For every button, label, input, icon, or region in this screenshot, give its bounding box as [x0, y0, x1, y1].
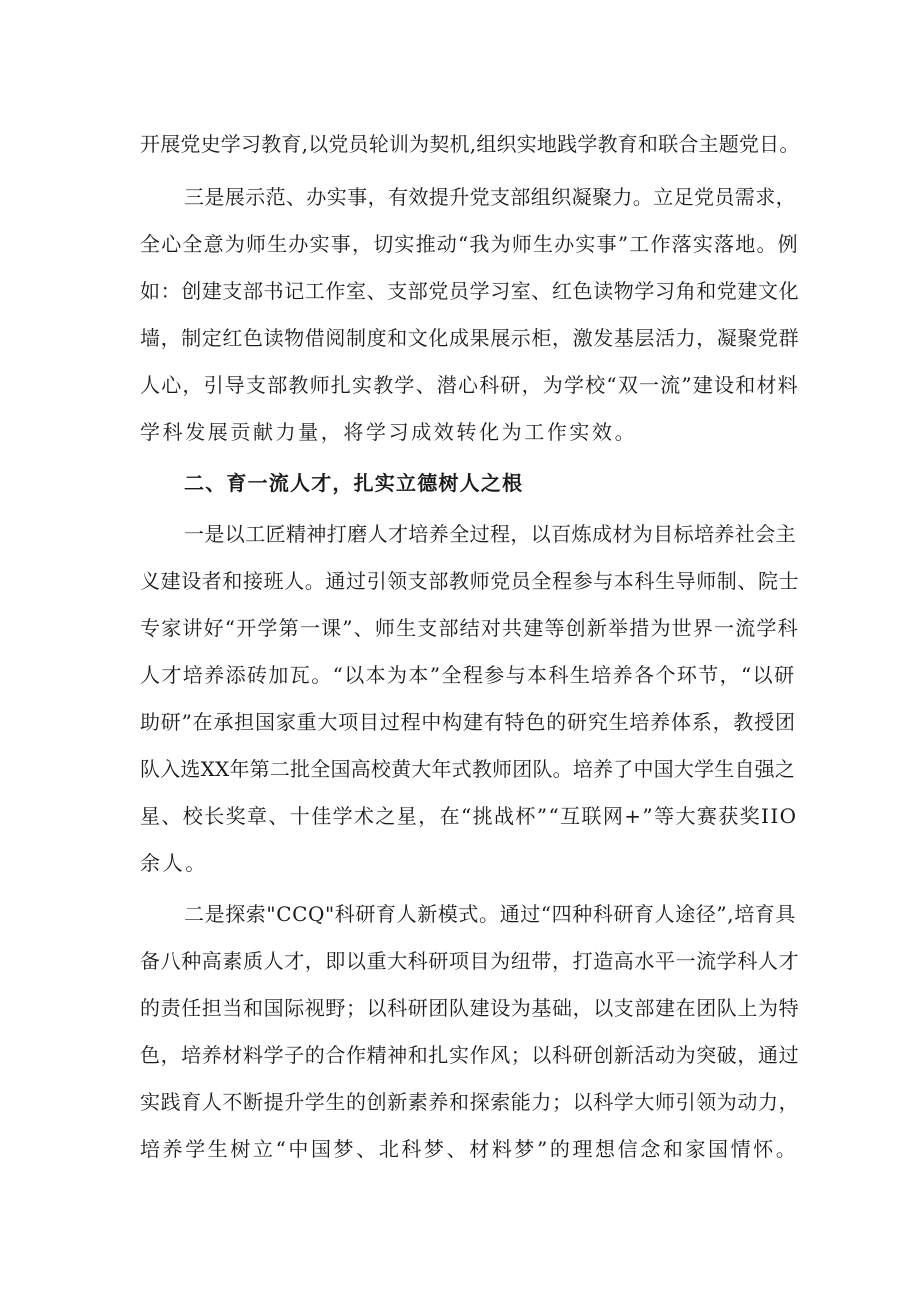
paragraph-line: 墙，制定红色读物借阅制度和文化成果展示柜，激发基层活力，凝聚党群 — [140, 326, 800, 350]
paragraph-line: 二是探索"CCQ"科研育人新模式。通过“四种科研育人途径”,培育具 — [184, 902, 797, 926]
paragraph-line: 如：创建支部书记工作室、支部党员学习室、红色读物学习角和党建文化 — [140, 279, 800, 303]
paragraph-line: 学科发展贡献力量，将学习成效转化为工作实效。 — [140, 420, 638, 444]
paragraph-line: 专家讲好“开学第一课”、师生支部结对共建等创新举措为世界一流学科 — [140, 616, 799, 640]
paragraph-line: 实践育人不断提升学生的创新素养和探索能力；以科学大师引领为动力， — [140, 1090, 800, 1114]
paragraph-line: 余人。 — [140, 851, 208, 875]
section-heading: 二、育一流人才，扎实立德树人之根 — [184, 471, 524, 495]
paragraph-line: 全心全意为师生办实事，切实推动“我为师生办实事”工作落实落地。例 — [140, 232, 799, 256]
paragraph-line: 人心，引导支部教师扎实教学、潜心科研，为学校“双一流”建设和材料 — [140, 373, 799, 397]
paragraph-line: 的责任担当和国际视野；以科研团队建设为基础，以支部建在团队上为特 — [140, 996, 800, 1020]
paragraph-line: 色，培养材料学子的合作精神和扎实作风；以科研创新活动为突破，通过 — [140, 1043, 800, 1067]
paragraph-line: 开展党史学习教育,以党员轮训为契机,组织实地践学教育和联合主题党日。 — [140, 132, 800, 156]
paragraph-line: 培养学生树立“中国梦、北科梦、材料梦”的理想信念和家国情怀。 — [140, 1137, 799, 1161]
paragraph-line: 队入选XX年第二批全国高校黄大年式教师团队。培养了中国大学生自强之 — [140, 757, 796, 781]
paragraph-line: 人才培养添砖加瓦。“以本为本”全程参与本科生培养各个环节，“以研 — [140, 663, 796, 687]
paragraph-line: 一是以工匠精神打磨人才培养全过程，以百炼成材为目标培养社会主 — [184, 522, 796, 546]
paragraph-line: 助研”在承担国家重大项目过程中构建有特色的研究生培养体系，教授团 — [140, 710, 796, 734]
paragraph-line: 星、校长奖章、十佳学术之星，在“挑战杯”“互联网+”等大赛获奖IIO — [140, 804, 798, 828]
paragraph-line: 义建设者和接班人。通过引领支部教师党员全程参与本科生导师制、院士 — [140, 569, 800, 593]
paragraph-line: 备八种高素质人才，即以重大科研项目为纽带，打造高水平一流学科人才 — [140, 949, 800, 973]
paragraph-line: 三是展示范、办实事，有效提升党支部组织凝聚力。立足党员需求， — [184, 185, 796, 209]
